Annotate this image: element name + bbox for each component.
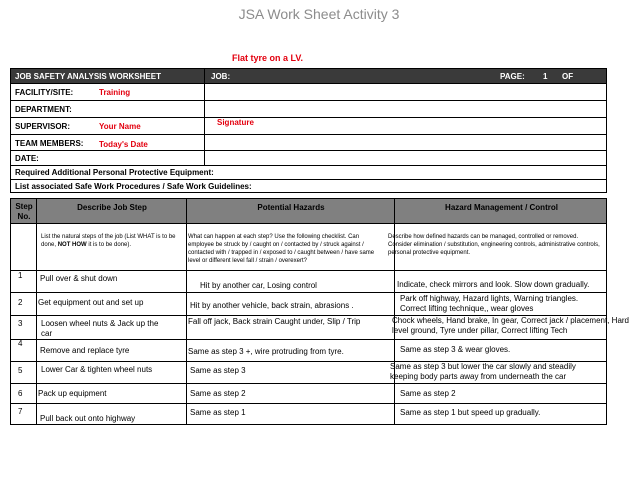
column-header-row	[10, 198, 607, 224]
column-step-no-line1: Step	[15, 202, 33, 211]
step-control: Same as step 2	[400, 389, 456, 398]
row-line	[10, 383, 607, 384]
step-control: Same as step 3 & wear gloves.	[400, 345, 511, 354]
header-divider	[204, 69, 205, 166]
worksheet-header	[10, 68, 607, 193]
col-divider-2	[186, 199, 187, 223]
document-title: JSA Work Sheet Activity 3	[238, 6, 400, 22]
supervisor-label: SUPERVISOR:	[15, 122, 70, 131]
procedures-label: List associated Safe Work Procedures / Safe Work Guidelines:	[15, 182, 252, 191]
row-line	[10, 292, 607, 293]
body-divider-2	[186, 224, 187, 424]
facility-label: FACILITY/SITE:	[15, 88, 74, 97]
step-description: Pull back out onto highway	[40, 414, 136, 423]
column-step-no-line2: No.	[17, 212, 31, 221]
step-number: 7	[18, 407, 23, 416]
row-line	[10, 424, 607, 425]
body-divider-1	[36, 224, 37, 424]
step-hazard: Hit by another vehicle, back strain, abrasions .	[190, 301, 354, 310]
signature-value[interactable]: Signature	[217, 118, 254, 127]
team-value[interactable]: Today's Date	[99, 140, 148, 149]
instruction-describe-pre: List the natural steps of the job (List WHAT is to be done,	[41, 234, 176, 248]
step-description: Remove and replace tyre	[40, 346, 130, 355]
ppe-row	[11, 166, 606, 180]
step-control: Same as step 1 but speed up gradually.	[400, 408, 541, 417]
instruction-describe-bold: NOT HOW	[57, 242, 87, 248]
col-divider-1	[36, 199, 37, 223]
step-control: Same as step 3 but lower the car slowly and steadily keeping body parts away from underneath the car	[390, 362, 576, 381]
worksheet-title: JOB SAFETY ANALYSIS WORKSHEET	[15, 72, 161, 81]
step-number: 6	[18, 389, 23, 398]
supervisor-row	[11, 118, 606, 135]
column-hazards: Potential Hazards	[257, 203, 325, 212]
column-management: Hazard Management / Control	[445, 203, 558, 212]
step-hazard: Same as step 2	[190, 389, 246, 398]
column-step-no	[11, 202, 37, 222]
department-label: DEPARTMENT:	[15, 105, 72, 114]
step-hazard: Same as step 1	[190, 408, 246, 417]
supervisor-value[interactable]: Your Name	[99, 122, 141, 131]
step-number: 3	[18, 319, 23, 328]
row-line	[10, 339, 607, 340]
col-divider-3	[394, 199, 395, 223]
instruction-management: Describe how defined hazards can be managed, controlled or removed. Consider elimination / substitution, engineering controls, administrative controls, personal protective equipment.	[388, 234, 600, 256]
step-number: 4	[18, 339, 23, 348]
step-hazard: Same as step 3 +, wire protruding from tyre.	[188, 347, 344, 356]
instruction-hazards: What can happen at each step? Use the following checklist. Can employee be struck by / caught on / contacted by / struck against / contacted with / trapped in / exposed to / caught between / have same level or different level fall / strain / overexert?	[188, 234, 375, 264]
step-description: Pack up equipment	[38, 389, 107, 398]
job-label: JOB:	[211, 72, 231, 81]
step-number: 1	[18, 271, 23, 280]
step-hazard: Hit by another car, Losing control	[200, 281, 317, 290]
row-line	[10, 270, 607, 271]
step-description: Lower Car & tighten wheel nuts	[41, 365, 153, 374]
date-label: DATE:	[15, 154, 39, 163]
step-number: 5	[18, 366, 23, 375]
step-description: Pull over & shut down	[40, 274, 118, 283]
facility-row	[11, 84, 606, 101]
page-label: PAGE:	[500, 72, 525, 81]
task-subtitle: Flat tyre on a LV.	[232, 53, 304, 63]
instruction-describe	[41, 233, 183, 249]
page-number: 1	[543, 72, 548, 81]
step-control: Chock wheels, Hand brake, In gear, Correct jack / placement, Hard level ground, Tyre under pillar, Correct lifting Tech	[392, 316, 629, 335]
step-control: Indicate, check mirrors and look. Slow down gradually.	[397, 280, 590, 289]
instruction-describe-post: it is to be done).	[86, 242, 132, 248]
step-hazard: Fall off jack, Back strain Caught under, Slip / Trip	[188, 317, 361, 326]
date-row	[11, 151, 606, 166]
step-description: Loosen wheel nuts & Jack up the car	[41, 319, 159, 338]
ppe-label: Required Additional Personal Protective Equipment:	[15, 168, 214, 177]
row-line	[10, 403, 607, 404]
department-row	[11, 101, 606, 118]
step-hazard: Same as step 3	[190, 366, 246, 375]
step-description: Get equipment out and set up	[38, 298, 144, 307]
team-row	[11, 135, 606, 151]
step-number: 2	[18, 298, 23, 307]
step-control: Park off highway, Hazard lights, Warning triangles. Correct lifting technique,, wear gloves	[400, 294, 579, 313]
facility-value[interactable]: Training	[99, 88, 131, 97]
procedures-row	[11, 180, 606, 193]
team-label: TEAM MEMBERS:	[15, 139, 84, 148]
column-describe: Describe Job Step	[77, 203, 147, 212]
of-label: OF	[562, 72, 574, 81]
header-title-row	[11, 69, 606, 84]
